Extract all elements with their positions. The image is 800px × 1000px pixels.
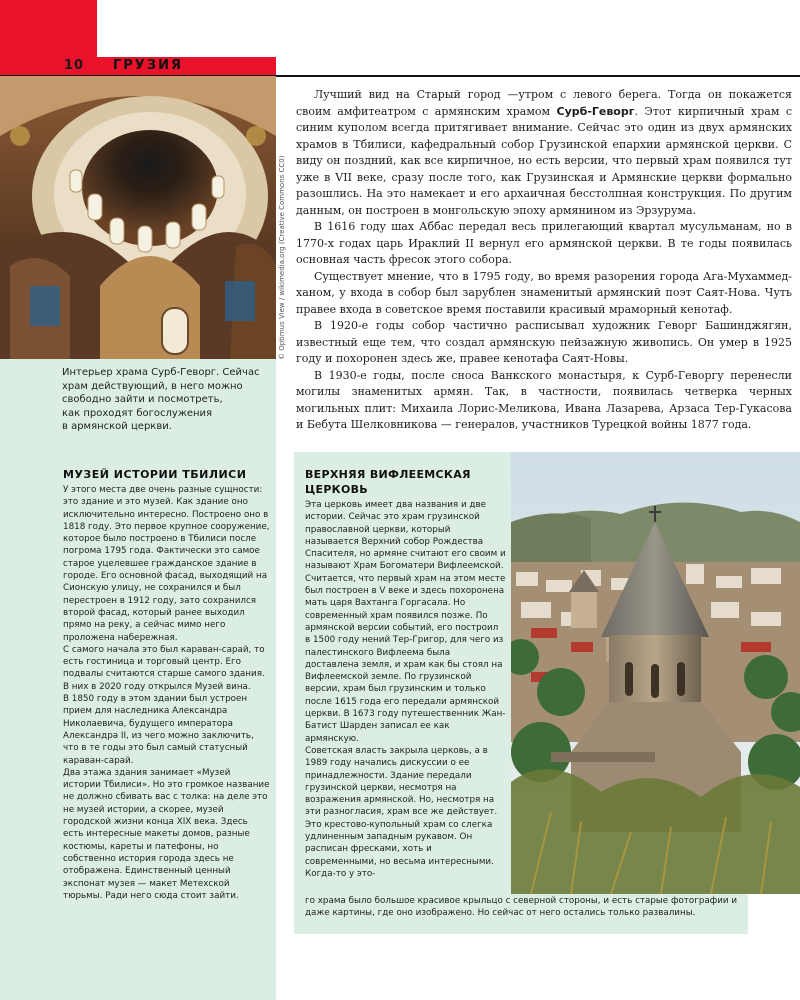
paragraph: С самого начала это был караван-сарай, то есть гостиница и торговый центр. Его подвалы считаются старше самого здания. В них в 2020 году открылся Музей вина. [63,644,265,692]
museum-title: МУЗЕЙ ИСТОРИИ ТБИЛИСИ [63,468,247,481]
church-name-bold: Сурб-Геворг [556,104,635,118]
paragraph: Советская власть закрыла церковь, а в 1989 году начались дискуссии о ее принадлежности. Здание передали грузинской церкви, несмотря на возражения армянской. Но, несмотря на эти разногласия, храм все же действует. [305,745,498,818]
caption-line: в армянской церкви. [62,421,172,432]
paragraph: В 1616 году шах Аббас передал весь прилегающий квартал мусульманам, но в 1770-х годах царь Ираклий II вернул его армянской церкви. В те годы появилась основная часть фресок этого собора. [296,220,792,266]
paragraph: Это крестово-купольный храм со слегка удлиненным западным рукавом. Он расписан фресками, хоть и современными, но весьма интересными. Когда-то у это- [305,819,494,879]
church-interior-photo [0,76,276,359]
caption-line: храм действующий, в него можно [62,380,243,392]
paragraph: Эта церковь имеет два названия и две истории. Сейчас это храм грузинской православной церкви, который называется Верхний собор Рождества Спасителя, но армяне считают его своим и называют Храм Богоматери Вифлеемской. Считается, что первый храм на этом месте был построен в V веке и здесь похоронена мать царя Вахтанга Горгасала. Но современный храм появился позже. По армянской версии событий, его построил в 1500 году нений Тер-Григор, для чего из палестинского Вифлеема была доставлена земля, и храм как бы стоял на Вифлеемской земле. По грузинской версии, храм был грузинским и только после 1615 года его передали армянской церкви. В 1673 году путешественник Жан-Батист Шарден записал ее как армянскую. [305,500,506,744]
church-title: ВЕРХНЯЯ ВИФЛЕЕМСКАЯ ЦЕРКОВЬ [305,468,471,496]
caption-line: Интерьер храма Сурб-Геворг. Сейчас [62,367,260,378]
photo-caption [62,366,274,434]
paragraph: В 1850 году в этом здании был устроен прием для наследника Александра Николаевича, будущего императора Александра II, из чего можно заключить, что в те годы это был самый статусный караван-сарай. [63,694,254,766]
bethlehem-church-photo-icon [511,452,800,894]
paragraph: Два этажа здания занимает «Музей истории Тбилиси». Но это громкое название не должно сбивать вас с толка: на деле это не музей истории, а скорее, музей городской жизни конца XIX века. Здесь есть интересные макеты домов, разные костюмы, кареты и патефоны, но собственно история города здесь не отображена. Единственный ценный экспонат музея — макет Метехской тюрьмы. Ради него сюда стоит зайти. [63,767,270,901]
paragraph: Существует мнение, что в 1795 году, во время разорения города Ага-Мухаммед-ханом, у входа в собор был зарублен знаменитый армянский поэт Саят-Нова. Чуть правее входа в советское время поставили красивый мраморный кенотаф. [296,269,792,316]
caption-line: как проходят богослужения [62,407,213,419]
paragraph: В 1930-е годы, после сноса Ванкского монастыря, к Сурб-Геворгу перенесли могилы знаменитых армян. Так, в частности, появилась четверка черных могильных плит: Михаила Лорис-Меликова, Ивана Лазарева, Арзаса Тер-Гукасова и Бебута Шелковникова — генералов, участников Турецкой войны 1877 года. [296,368,792,431]
church-text [305,499,506,880]
paragraph: У этого места две очень разные сущности: это здание и это музей. Как здание оно исключительно интересно. Построено оно в 1818 году. Это первое крупное сооружение, которое было построено в Тбилиси после погрома 1795 года. Фактически это самое старое уцелевшее гражданское здание в городе. Его основной фасад, выходящий на Сионскую улицу, не сохранился и был перестроен в 1912 году, зато сохранился второй фасад, который ранее выходил прямо на реку, а сейчас мимо него проложена набережная. [63,485,270,643]
church-dome-interior-icon [0,76,276,359]
red-corner-tab [0,0,97,57]
church-city-view-photo [511,452,800,894]
church-text-tail: го храма было большое красивое крыльцо с северной стороны, и есть старые фотографии и даже картины, где оно изображено. Но сейчас от него остались только развалины. [305,896,738,919]
photo-credit: © Optimus View / wikimedia.org (Creative Commons CC0) [278,155,286,360]
paragraph: Лучший вид на Старый город —утром с левого берега. Тогда он покажется своим амфитеатром с армянским храмом Сурб-Геворг. Этот кирпичный храм с синим куполом всегда притягивает внимание. Сейчас это один из двух армянских храмов в Тбилиси, кафедральный собор Грузинской епархии армянской церкви. С виду он поздний, как все кирпичное, но есть версии, что первый храм появился тут уже в VII веке, сразу после того, как Грузинская и Армянские церкви формально разошлись. На это намекает и его архаичная бесстолпная конструкция. По другим данным, он построен в монгольскую эпоху армянином из Эрзурума. [296,88,792,217]
page-number: 10 [64,58,85,73]
running-title: ГРУЗИЯ [113,58,183,73]
main-article-text [296,87,792,434]
caption-line: свободно зайти и посмотреть, [62,394,223,405]
museum-text [63,484,271,902]
paragraph: В 1920-е годы собор частично расписывал художник Геворг Башинджягян, известный еще тем, что создал армянскую пейзажную живопись. Он умер в 1925 году и похоронен здесь же, правее кенотафа Саят-Новы. [296,319,792,365]
